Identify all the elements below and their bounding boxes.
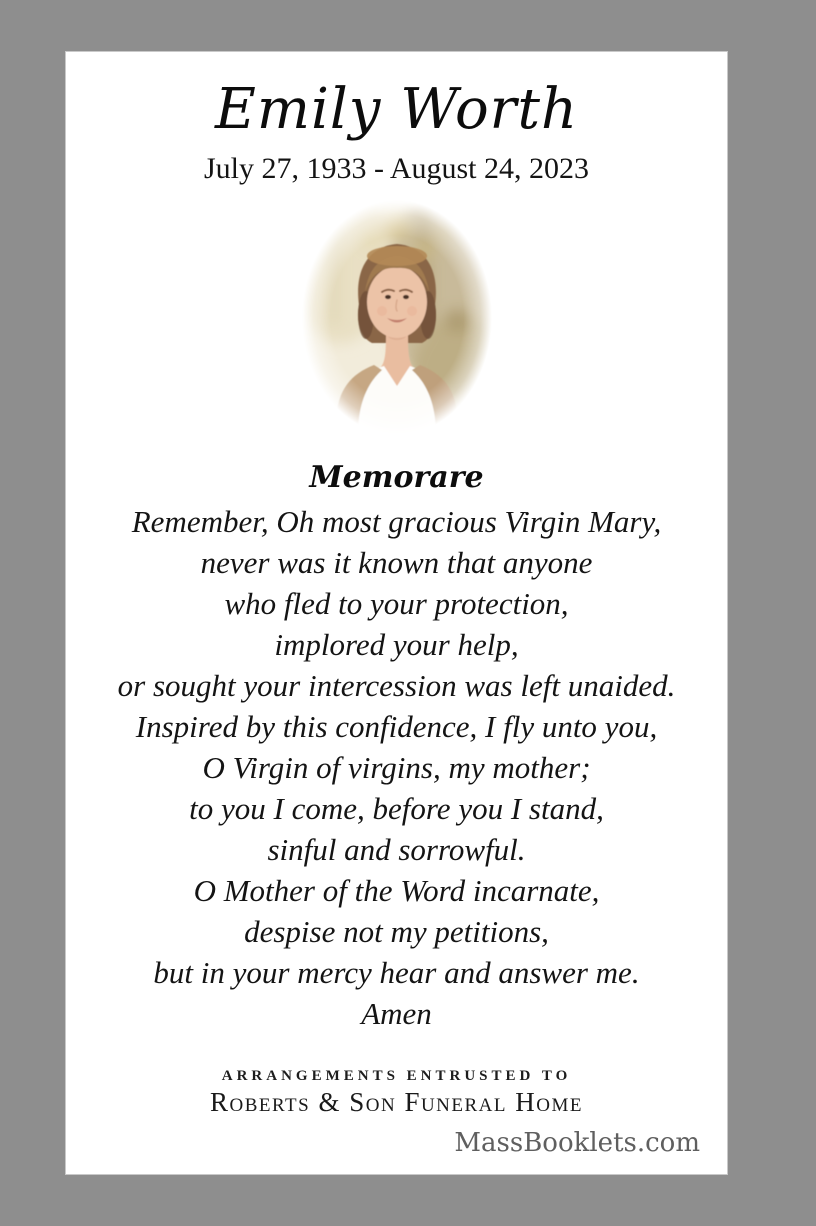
portrait-photo: [302, 200, 492, 435]
prayer-line: but in your mercy hear and answer me.: [153, 955, 640, 990]
prayer-line: to you I come, before you I stand,: [189, 791, 604, 826]
deceased-name: Emily Worth: [214, 77, 579, 142]
prayer-text: [66, 501, 727, 1034]
arrangements-label: ARRANGEMENTS ENTRUSTED TO: [221, 1068, 572, 1084]
prayer-line: Inspired by this confidence, I fly unto you,: [135, 709, 658, 744]
prayer-line: despise not my petitions,: [244, 914, 549, 949]
life-dates: July 27, 1933 - August 24, 2023: [203, 152, 590, 185]
funeral-home-name: Roberts & Son Funeral Home: [210, 1087, 583, 1117]
prayer-line: O Mother of the Word incarnate,: [193, 873, 600, 908]
prayer-line: O Virgin of virgins, my mother;: [202, 750, 591, 785]
prayer-title: Memorare: [309, 460, 484, 495]
prayer-line: never was it known that anyone: [200, 545, 593, 580]
prayer-line: Amen: [361, 996, 432, 1031]
memorial-card: [66, 52, 727, 1174]
prayer-line: who fled to your protection,: [224, 586, 569, 621]
prayer-line: or sought your intercession was left unaided.: [117, 668, 676, 703]
massbooklets-branding: MassBooklets.com: [454, 1128, 700, 1158]
prayer-line: Remember, Oh most gracious Virgin Mary,: [131, 504, 662, 539]
prayer-line: implored your help,: [274, 627, 519, 662]
prayer-line: sinful and sorrowful.: [267, 832, 526, 867]
